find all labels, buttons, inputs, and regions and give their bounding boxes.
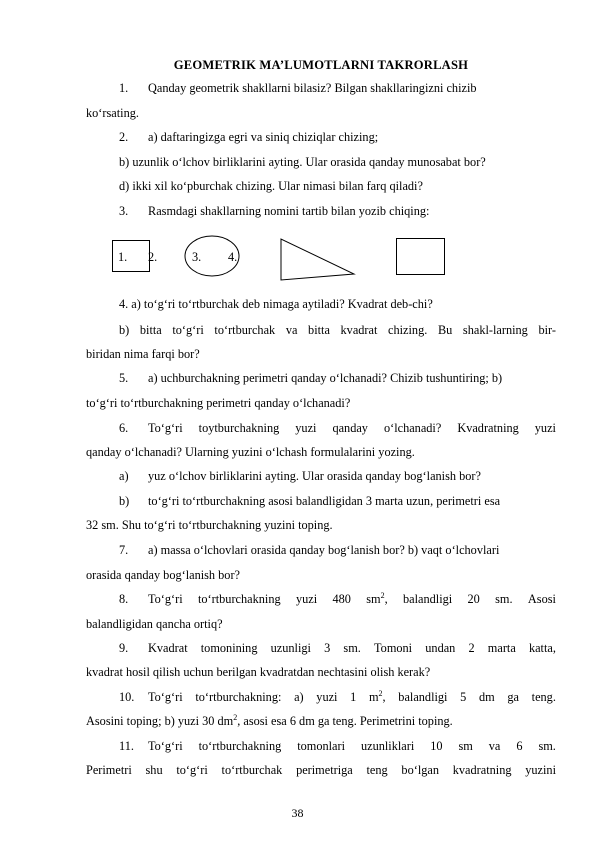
- word: chizing.: [388, 323, 428, 337]
- item-10-text: [148, 689, 556, 705]
- item-7-continuation: orasida qanday bog‘lanish bor?: [86, 568, 241, 582]
- word: teng: [366, 763, 388, 777]
- word: 6: [516, 739, 523, 753]
- word: Asosi: [527, 592, 556, 606]
- word: sm.: [538, 739, 556, 753]
- figure-label-1: 1.: [118, 250, 128, 264]
- word: ga: [507, 690, 519, 704]
- item-1-text: Qanday geometrik shakllarni bilasiz? Bilgan shakllaringizni chizib: [148, 81, 477, 95]
- word: 10: [430, 739, 443, 753]
- item-b-number: b): [119, 494, 130, 508]
- item-7-text: a) massa o‘lchovlari orasida qanday bog‘lanish bor? b) vaqt o‘lchovlari: [148, 543, 500, 557]
- word: shakl-larning: [462, 323, 528, 337]
- word: to‘rtburchak: [214, 323, 276, 337]
- item-8-number: 8.: [119, 592, 129, 606]
- item-6-continuation: qanday o‘lchanadi? Ularning yuzini o‘lchash formulalarini yozing.: [86, 445, 415, 459]
- word: bir-: [538, 323, 556, 337]
- word: to‘g‘ri: [172, 323, 204, 337]
- page-title: GEOMETRIK MA’LUMOTLARNI TAKRORLASH: [173, 58, 469, 72]
- word: sm.: [343, 641, 361, 655]
- figure-label-4: 4.: [228, 250, 238, 264]
- item-11-continuation: [86, 762, 556, 778]
- word: To‘g‘ri: [148, 421, 183, 435]
- word: yuzi: [534, 421, 556, 435]
- word: dm: [478, 690, 495, 704]
- item-9-continuation: kvadrat hosil qilish uchun berilgan kvadratdan nechtasini olish kerak?: [86, 665, 431, 679]
- word: 3: [324, 641, 331, 655]
- item-a-text: yuz o‘lchov birliklarini ayting. Ular orasida qanday bog‘lanish bor?: [148, 469, 481, 483]
- word: 2: [468, 641, 475, 655]
- word: va: [285, 323, 298, 337]
- item-11-number: 11.: [119, 739, 134, 753]
- item-9-number: 9.: [119, 641, 129, 655]
- item-11-text: [148, 738, 556, 754]
- word: $m^2$,: [368, 688, 386, 704]
- word: yuzi: [295, 592, 318, 606]
- item-5-text: a) uchburchakning perimetri qanday o‘lchanadi? Chizib tushuntiring; b): [148, 371, 503, 385]
- word: tomonining: [200, 641, 258, 655]
- figure-triangle: [280, 238, 360, 283]
- item-2-number: 2.: [119, 130, 129, 144]
- word: toytburchakning: [198, 421, 280, 435]
- word: to‘rtburchakning:: [195, 690, 282, 704]
- word: to‘rtburchakning: [198, 739, 282, 753]
- word: 5: [460, 690, 467, 704]
- figure-label-2: 2.: [148, 250, 158, 264]
- word: shu: [145, 763, 163, 777]
- word: yuzi: [316, 690, 338, 704]
- word: bitta: [139, 323, 162, 337]
- word: o‘lchanadi?: [383, 421, 442, 435]
- word: sm: [458, 739, 473, 753]
- item-1-continuation: ko‘rsating.: [86, 106, 139, 120]
- word: sm.: [495, 592, 513, 606]
- item-5-continuation: to‘g‘ri to‘rtburchakning perimetri qanday o‘lchanadi?: [86, 396, 351, 410]
- word: Kvadrat: [148, 641, 188, 655]
- item-b-text: to‘g‘ri to‘rtburchakning asosi balandligidan 3 marta uzun, perimetri esa: [148, 494, 501, 508]
- word: katta,: [528, 641, 556, 655]
- item-4-b-continuation: biridan nima farqi bor?: [86, 347, 200, 361]
- item-b-continuation: 32 sm. Shu to‘g‘ri to‘rtburchakning yuzini toping.: [86, 518, 333, 532]
- item-6-text: [148, 420, 556, 436]
- word: perimetriga: [296, 763, 353, 777]
- word: To‘g‘ri: [148, 690, 183, 704]
- item-2-text: a) daftaringizga egri va siniq chiziqlar chizing;: [148, 130, 379, 144]
- word: kvadrat: [340, 323, 378, 337]
- word: $sm^2$,: [366, 590, 388, 606]
- figure-label-3: 3.: [192, 250, 202, 264]
- item-5-number: 5.: [119, 371, 129, 385]
- word: marta: [487, 641, 516, 655]
- word: bitta: [308, 323, 330, 337]
- word: uzunligi: [270, 641, 311, 655]
- item-10-number: 10.: [119, 690, 135, 704]
- word: 20: [467, 592, 480, 606]
- item-8-continuation: balandligidan qancha ortiq?: [86, 617, 223, 631]
- figure-square: [396, 238, 446, 278]
- word: to‘g‘ri: [176, 763, 208, 777]
- word: 480: [332, 592, 351, 606]
- word: qanday: [332, 421, 368, 435]
- word: Perimetri: [86, 763, 132, 777]
- word: teng.: [531, 690, 556, 704]
- item-3-text: Rasmdagi shakllarning nomini tartib bilan yozib chiqing:: [148, 204, 430, 218]
- item-2-b: b) uzunlik o‘lchov birliklarini ayting. Ular orasida qanday munosabat bor?: [119, 155, 486, 169]
- word: tomonlari: [297, 739, 346, 753]
- word: yuzini: [525, 763, 556, 777]
- word: kvadratning: [452, 763, 512, 777]
- page-number: 38: [291, 806, 304, 820]
- item-a-number: a): [119, 469, 129, 483]
- word: to‘rtburchak: [221, 763, 283, 777]
- word: Kvadratning: [457, 421, 519, 435]
- item-6-number: 6.: [119, 421, 129, 435]
- item-2-d: d) ikki xil ko‘pburchak chizing. Ular nimasi bilan farq qiladi?: [119, 179, 423, 193]
- word: Tomoni: [374, 641, 413, 655]
- word: balandligi: [403, 592, 453, 606]
- word: bo‘lgan: [401, 763, 439, 777]
- word: Bu: [437, 323, 453, 337]
- word: undan: [425, 641, 456, 655]
- item-8-text: [148, 591, 556, 607]
- word: to‘rtburchakning: [197, 592, 281, 606]
- item-3-number: 3.: [119, 204, 129, 218]
- word: To‘g‘ri: [148, 739, 183, 753]
- item-9-text: [148, 640, 556, 656]
- item-1-number: 1.: [119, 81, 129, 95]
- word: balandligi: [398, 690, 448, 704]
- word: 1: [350, 690, 357, 704]
- item-7-number: 7.: [119, 543, 129, 557]
- item-10-continuation: Asosini toping; b) yuzi 30 $dm^2$, asosi esa 6 dm ga teng. Perimetrini toping.: [86, 712, 453, 728]
- word: uzunliklari: [360, 739, 415, 753]
- item-4-b-line: [119, 322, 556, 338]
- item-4-a: 4. a) to‘g‘ri to‘rtburchak deb nimaga aytiladi? Kvadrat deb-chi?: [119, 297, 433, 311]
- word: yuzi: [295, 421, 317, 435]
- word: va: [488, 739, 501, 753]
- word: b): [119, 323, 130, 337]
- word: To‘g‘ri: [148, 592, 183, 606]
- word: a): [294, 690, 304, 704]
